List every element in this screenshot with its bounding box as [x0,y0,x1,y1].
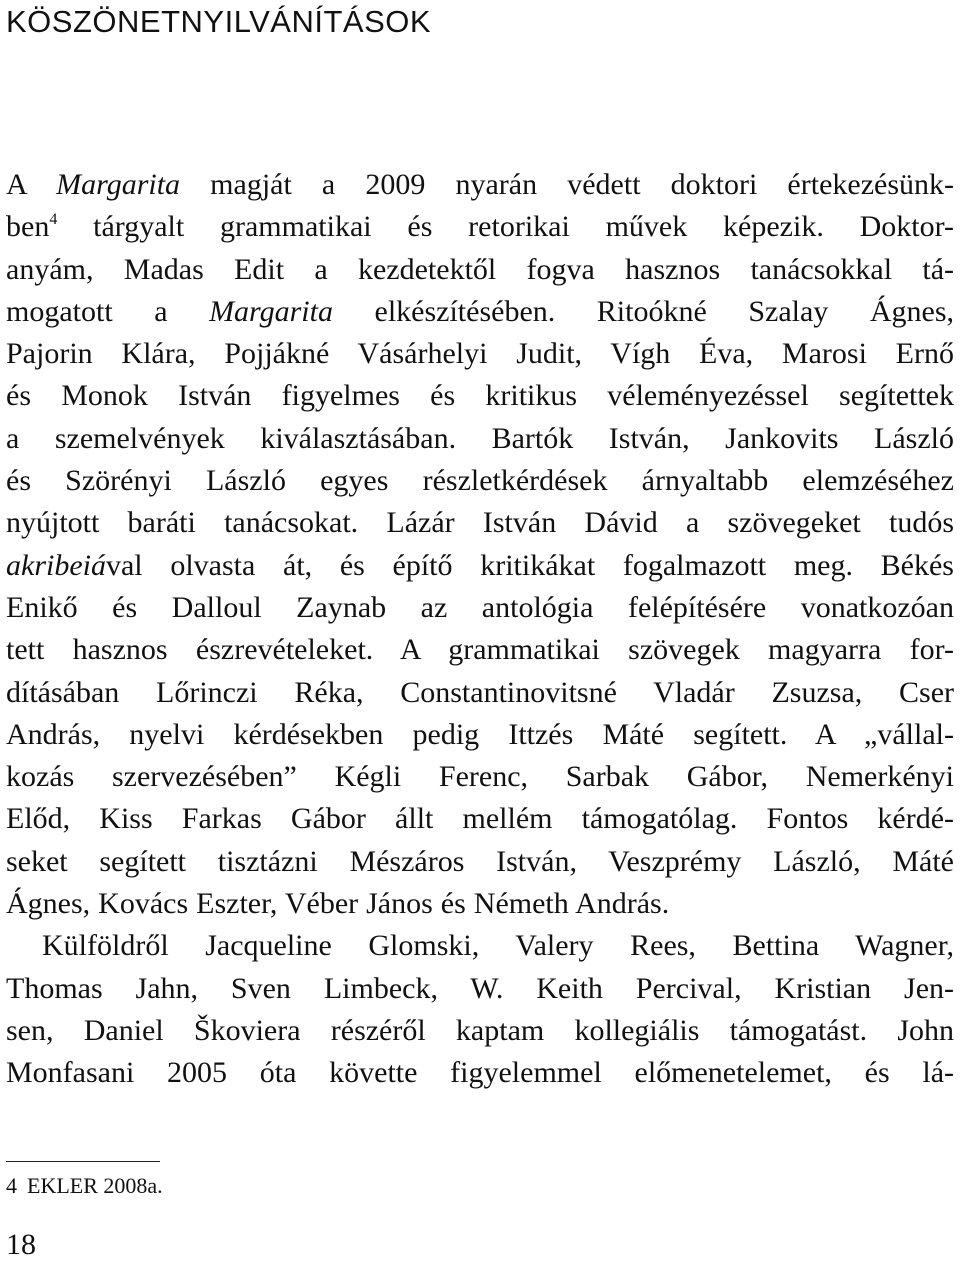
text-run: magját a 2009 nyarán védett doktori értekezésünk- [180,168,954,201]
text-run: Külföldről Jacqueline Glomski, Valery Rees, Bettina Wagner, [42,929,954,963]
text-line [6,841,954,883]
text-run: dításában Lőrinczi Réka, Constantinovitsné Vladár Zsuzsa, Cser [6,675,954,709]
text-run: anyám, Madas Edit a kezdetektől fogva hasznos tanácsokkal tá- [6,252,954,286]
text-run: Enikő és Dalloul Zaynab az antológia felépítésére vonatkozóan [6,590,954,624]
text-line [6,672,954,714]
text-line [6,756,954,798]
page-title: KÖSZÖNETNYILVÁNÍTÁSOK [6,4,432,39]
text-run: Ágnes, Kovács Eszter, Véber János és Németh András. [6,887,670,921]
footnote-divider [6,1161,160,1162]
text-run: tárgyalt grammatikai és retorikai művek képezik. Doktor- [57,210,954,244]
italic-title: Margarita [56,168,181,201]
text-run: kozás szervezésében” Kégli Ferenc, Sarbak Gábor, Nemerkényi [6,760,954,794]
text-line [6,291,954,333]
text-line [6,714,954,756]
text-run: Thomas Jahn, Sven Limbeck, W. Keith Percival, Kristian Jen- [6,971,954,1005]
footnote-reference[interactable]: 4 [49,211,58,229]
text-line [6,968,954,1010]
text-run: seket segített tisztázni Mészáros István, Veszprémy László, Máté [6,844,954,878]
page-number: 18 [6,1228,36,1261]
text-line [6,333,954,375]
text-run: és Szörényi László egyes részletkérdések árnyaltabb elemzéséhez [6,464,954,498]
text-line [6,164,954,206]
text-run: tett hasznos észrevételeket. A grammatikai szövegek magyarra for- [6,633,954,667]
text-line [6,629,954,671]
text-run: val olvasta át, és építő kritikákat fogalmazott meg. Békés [105,548,954,582]
footnote [6,1172,163,1200]
text-run: Monfasani 2005 óta követte figyelemmel előmenetelemet, és lá- [6,1056,954,1090]
italic-title: Margarita [209,294,333,328]
text-run: sen, Daniel Škoviera részéről kaptam kollegiális támogatást. John [6,1013,954,1047]
footnote-text: EKLER 2008a. [27,1173,163,1198]
text-line [6,798,954,840]
text-run: a szemelvények kiválasztásában. Bartók István, Jankovits László [6,421,954,455]
text-line [6,206,954,248]
text-run: A [6,168,57,201]
text-line [6,375,954,417]
italic-term: akribeiá [6,548,106,582]
text-line [6,925,954,967]
text-line [6,460,954,502]
text-run: András, nyelvi kérdésekben pedig Ittzés Máté segített. A „vállal- [6,717,954,751]
text-run: mogatott a [6,294,210,328]
text-line [6,883,954,925]
text-run: ben [6,210,50,244]
text-line [6,1052,954,1094]
text-run: nyújtott baráti tanácsokat. Lázár István Dávid a szövegeket tudós [6,506,954,540]
text-line [6,249,954,291]
text-line [6,545,954,587]
text-line [6,502,954,544]
text-run: elkészítésében. Ritoókné Szalay Ágnes, [332,294,954,328]
text-line [6,418,954,460]
text-run: Előd, Kiss Farkas Gábor állt mellém támogatólag. Fontos kérdé- [6,802,954,836]
text-run: Pajorin Klára, Pojjákné Vásárhelyi Judit, Vígh Éva, Marosi Ernő [6,337,954,371]
text-line [6,1010,954,1052]
footnote-number: 4 [6,1173,17,1198]
acknowledgements-text [6,164,954,1095]
text-line [6,587,954,629]
text-run: és Monok István figyelmes és kritikus véleményezéssel segítettek [6,379,954,413]
